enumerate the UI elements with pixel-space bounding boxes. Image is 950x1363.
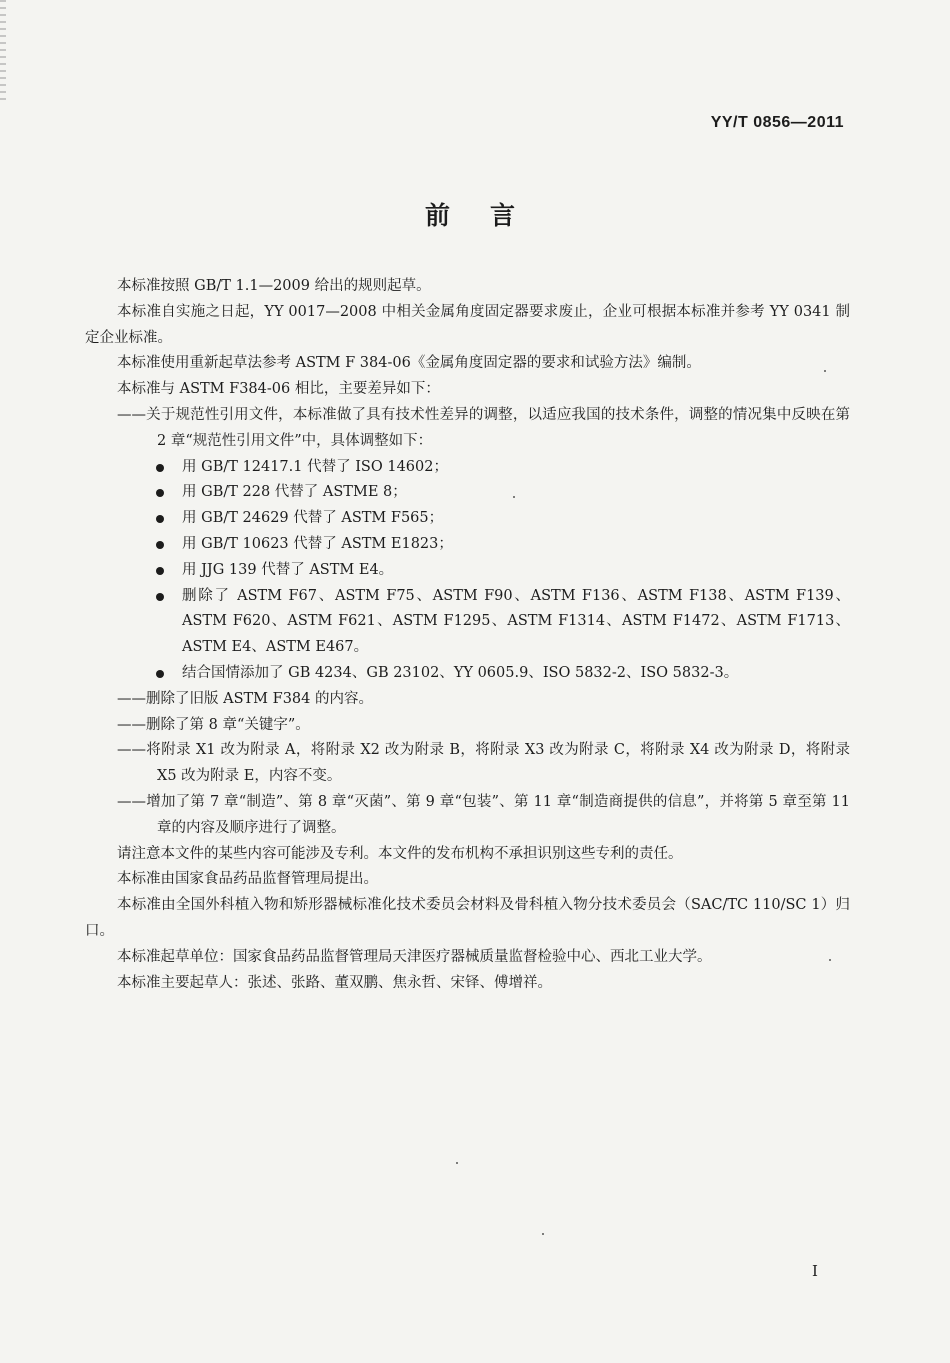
paragraph-proposer: 本标准由国家食品药品监督管理局提出。 [117, 871, 378, 888]
dash-item-chapters: ——增加了第 7 章“制造”、第 8 章“灭菌”、第 9 章“包装”、第 11 章“制造商提供的信息”，并将第 5 章至第 11 章的内容及顺序进行了调整。 [117, 793, 850, 836]
bullet-icon [156, 567, 164, 575]
page-number: I [812, 1262, 818, 1280]
dash-item-normative-refs: ——关于规范性引用文件，本标准做了具有技术性差异的调整，以适应我国的技术条件，调整的情况集中反映在第 2 章“规范性引用文件”中，具体调整如下： [117, 406, 850, 449]
paragraph-drafting-rules: 本标准按照 GB/T 1.1—2009 给出的规则起草。 [117, 278, 431, 294]
bullet-icon [156, 670, 164, 678]
paragraph-abolition: 本标准自实施之日起，YY 0017—2008 中相关金属角度固定器要求废止，企业可根据本标准并参考 YY 0341 制定企业标准。 [85, 303, 850, 346]
paragraph-committee: 本标准由全国外科植入物和矫形器械标准化技术委员会材料及骨科植入物分技术委员会（SAC/TC 110/SC 1）归口。 [85, 897, 850, 939]
dash-item-annexes: ——将附录 X1 改为附录 A，将附录 X2 改为附录 B，将附录 X3 改为附录 C，将附录 X4 改为附录 D，将附录 X5 改为附录 E，内容不变。 [117, 742, 850, 785]
dash-item-keywords: ——删除了第 8 章“关键字”。 [117, 716, 310, 733]
bullet-icon [156, 593, 164, 601]
paragraph-drafters: 本标准主要起草人：张述、张路、董双鹏、焦永哲、宋铎、傅增祥。 [117, 974, 552, 991]
list-item: 用 JJG 139 代替了 ASTM E4。 [85, 558, 850, 584]
scan-edge-marks [0, 0, 6, 100]
scan-speck [513, 496, 515, 498]
paragraph-reference: 本标准使用重新起草法参考 ASTM F 384-06《金属角度固定器的要求和试验方法》编制。 [117, 355, 701, 372]
document-body [85, 274, 850, 996]
list-item: 结合国情添加了 GB 4234、GB 23102、YY 0605.9、ISO 5832-2、ISO 5832-3。 [85, 661, 850, 687]
scan-speck [542, 1233, 544, 1235]
paragraph-patent-notice: 请注意本文件的某些内容可能涉及专利。本文件的发布机构不承担识别这些专利的责任。 [117, 845, 683, 862]
list-item: 用 GB/T 10623 代替了 ASTM E1823； [85, 532, 850, 558]
bullet-icon [156, 464, 164, 472]
scan-speck [456, 1162, 458, 1164]
paragraph-differences-intro: 本标准与 ASTM F384-06 相比，主要差异如下： [117, 381, 440, 398]
list-item: 用 GB/T 12417.1 代替了 ISO 14602； [85, 455, 850, 481]
bullet-icon [156, 489, 164, 497]
standard-code: YY/T 0856—2011 [710, 114, 844, 131]
list-item: 用 GB/T 228 代替了 ASTME 8； [85, 480, 850, 506]
bullet-icon [156, 541, 164, 549]
list-item: 删除了 ASTM F67、ASTM F75、ASTM F90、ASTM F136、ASTM F138、ASTM F139、ASTM F620、ASTM F621、ASTM F1295、ASTM F1314、ASTM F1472、ASTM F1713、ASTM E4、ASTM E467。 [85, 584, 850, 661]
bullet-icon [156, 515, 164, 523]
page-title: 前言 [424, 201, 555, 230]
scan-speck [829, 959, 831, 961]
scan-speck [824, 370, 826, 372]
list-item: 用 GB/T 24629 代替了 ASTM F565； [85, 506, 850, 532]
paragraph-drafting-units: 本标准起草单位：国家食品药品监督管理局天津医疗器械质量监督检验中心、西北工业大学。 [117, 948, 712, 965]
dash-item-old-content: ——删除了旧版 ASTM F384 的内容。 [117, 690, 373, 707]
bullet-list [85, 455, 850, 687]
